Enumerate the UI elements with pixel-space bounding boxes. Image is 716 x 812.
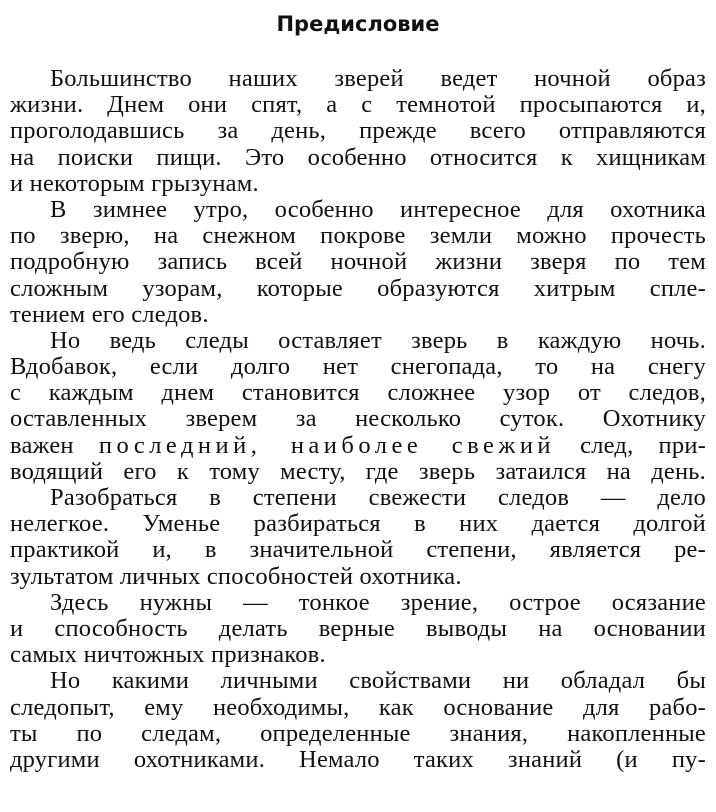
- text-line: и способность делать верные выводы на основании: [10, 614, 706, 642]
- text-line: жизни. Днем они спят, а с темнотой просыпаются и,: [10, 91, 706, 119]
- text-fragment: след, при-: [555, 431, 706, 459]
- text-line: по зверю, на снежном покрове земли можно прочесть: [10, 222, 706, 250]
- text-line: Здесь нужны — тонкое зрение, острое осязание: [50, 588, 706, 616]
- text-line: зультатом личных способностей охотника.: [10, 562, 462, 590]
- page-title: Предисловие: [276, 12, 440, 36]
- text-line: Вдобавок, если долго нет снегопада, то на снегу: [10, 353, 706, 381]
- text-line: самых ничтожных признаков.: [10, 641, 326, 669]
- text-line: практикой и, в значительной степени, является ре-: [10, 536, 706, 564]
- text-line: водящий его к тому месту, где зверь затаился на день.: [10, 457, 706, 485]
- text-line: сложным узорам, которые образуются хитрым спле-: [10, 274, 706, 302]
- text-line: на поиски пищи. Это особенно относится к хищникам: [10, 143, 706, 171]
- text-line: нелегкое. Уменье разбираться в них дается долгой: [10, 510, 706, 538]
- body-text: [10, 66, 706, 773]
- text-line: другими охотниками. Немало таких знаний (и пу-: [10, 745, 706, 773]
- text-line: Но какими личными свойствами ни обладал бы: [50, 667, 706, 695]
- emphasized-text: последний, наиболее свежий: [98, 431, 556, 459]
- text-line: и некоторым грызунам.: [10, 169, 259, 197]
- text-line: В зимнее утро, особенно интересное для охотника: [50, 195, 706, 223]
- text-line: тением его следов.: [10, 300, 209, 328]
- text-line: [10, 433, 706, 459]
- text-line: Разобраться в степени свежести следов — дело: [50, 484, 706, 511]
- text-line: проголодавшись за день, прежде всего отправляются: [10, 117, 706, 145]
- text-line: следопыт, ему необходимы, как основание для рабо-: [10, 693, 706, 721]
- text-line: Большинство наших зверей ведет ночной образ: [50, 65, 706, 92]
- text-line: с каждым днем становится сложнее узор от следов,: [10, 379, 706, 407]
- text-line: подробную запись всей ночной жизни зверя по тем: [10, 248, 706, 276]
- text-line: Но ведь следы оставляет зверь в каждую ночь.: [50, 326, 706, 354]
- text-fragment: важен: [10, 431, 99, 459]
- text-line: ты по следам, определенные знания, накопленные: [10, 719, 706, 747]
- text-line: оставленных зверем за несколько суток. Охотнику: [10, 405, 706, 433]
